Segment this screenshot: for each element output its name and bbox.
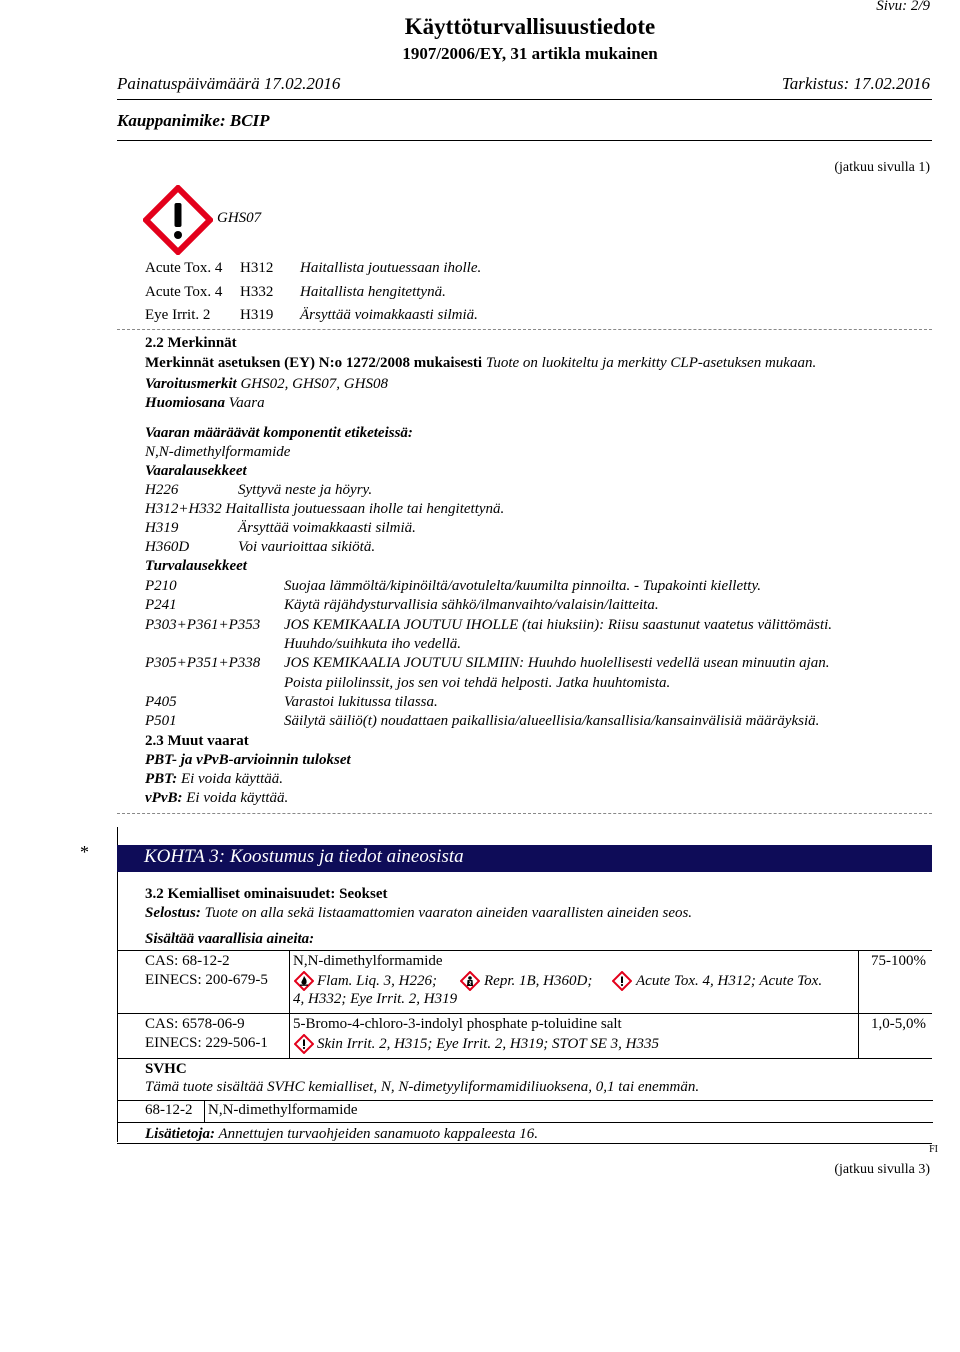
p-text: Varastoi lukitussa tilassa. bbox=[284, 694, 438, 710]
concentration: 1,0-5,0% bbox=[871, 1016, 926, 1032]
p-statements-label: Turvalausekkeet bbox=[145, 558, 247, 574]
vpvb-label: vPvB: bbox=[145, 790, 183, 806]
p-text: Käytä räjähdysturvallisia sähkö/ilmanvaihto/valaisin/laitteita. bbox=[284, 597, 659, 613]
signal-word-label: Huomiosana bbox=[145, 395, 226, 411]
hazard-class: Eye Irrit. 2 bbox=[145, 307, 211, 323]
hazard-code: H319 bbox=[240, 307, 274, 323]
regulation-line bbox=[145, 355, 816, 372]
p-code: P305+P351+P338 bbox=[145, 655, 261, 671]
section-3-2-heading: 3.2 Kemialliset ominaisuudet: Seokset bbox=[145, 886, 388, 902]
hazard-class: Acute Tox. 4 bbox=[145, 284, 223, 300]
footer-rule bbox=[117, 1143, 932, 1144]
hazard-class: Acute Tox. 4 bbox=[145, 260, 223, 276]
component-name: N,N-dimethylformamide bbox=[145, 444, 291, 460]
ghs07-exclamation-icon bbox=[143, 185, 213, 255]
additional-info-label: Lisätietoja: bbox=[145, 1126, 215, 1142]
pbt-heading: PBT- ja vPvB-arvioinnin tulokset bbox=[145, 752, 351, 768]
vpvb-text: Ei voida käyttää. bbox=[186, 790, 289, 806]
p-code: P210 bbox=[145, 578, 177, 594]
vpvb-line bbox=[145, 790, 288, 807]
classification-acute: Acute Tox. 4, H312; Acute Tox. bbox=[636, 973, 823, 989]
classification-flam: Flam. Liq. 3, H226; bbox=[317, 973, 437, 989]
h-code: H360D bbox=[145, 539, 190, 555]
section-3-banner bbox=[117, 845, 932, 872]
h-statements-label: Vaaralausekkeet bbox=[145, 463, 247, 479]
concentration: 75-100% bbox=[871, 953, 926, 969]
ghs07-exclamation-icon bbox=[294, 1034, 314, 1054]
pbt-text: Ei voida käyttää. bbox=[180, 771, 284, 787]
h-code: H312+H332 Haitallista joutuessaan iholle tai hengitettynä. bbox=[145, 501, 505, 517]
signal-word-line bbox=[145, 395, 265, 412]
signal-word-text: Vaara bbox=[228, 395, 265, 411]
ghs02-flame-icon bbox=[294, 971, 314, 991]
pictograms-line bbox=[145, 376, 388, 393]
svhc-table-divider bbox=[204, 1100, 205, 1122]
p-text-continued: Poista piilolinssit, jos sen voi tehdä helposti. Jatka huuhtomista. bbox=[284, 675, 671, 691]
p-code: P303+P361+P353 bbox=[145, 617, 261, 633]
substance-name: 5-Bromo-4-chloro-3-indolyl phosphate p-toluidine salt bbox=[293, 1016, 622, 1032]
section-divider bbox=[117, 813, 932, 814]
table-rule bbox=[117, 1058, 932, 1059]
classification-repr: Repr. 1B, H360D; bbox=[484, 973, 593, 989]
p-code: P241 bbox=[145, 597, 177, 613]
ghs07-label: GHS07 bbox=[217, 210, 262, 226]
h-code: H226 bbox=[145, 482, 179, 498]
table-col-divider bbox=[289, 950, 290, 1058]
p-code: P501 bbox=[145, 713, 177, 729]
hazard-code: H332 bbox=[240, 284, 274, 300]
page-number: Sivu: 2/9 bbox=[876, 0, 930, 14]
cas-number: CAS: 6578-06-9 bbox=[145, 1016, 245, 1032]
section-2-2-heading: 2.2 Merkinnät bbox=[145, 335, 237, 351]
h-text: Syttyvä neste ja höyry. bbox=[238, 482, 373, 498]
continued-to: (jatkuu sivulla 3) bbox=[834, 1162, 930, 1177]
hazard-text: Ärsyttää voimakkaasti silmiä. bbox=[300, 307, 478, 323]
section-3-title: KOHTA 3: Koostumus ja tiedot aineosista bbox=[144, 846, 464, 867]
description-text: Tuote on alla sekä listaamattomien vaaraton aineiden vaarallisten aineiden seos. bbox=[204, 905, 693, 921]
einecs-number: EINECS: 200-679-5 bbox=[145, 972, 268, 988]
p-text-continued: Huuhdo/suihkuta iho vedellä. bbox=[284, 636, 462, 652]
svhc-text: Tämä tuote sisältää SVHC kemialliset, N, N-dimetyyliformamidiliuoksena, 0,1 tai enemmän. bbox=[145, 1079, 700, 1095]
svhc-table-rule bbox=[117, 1100, 933, 1101]
table-col-divider bbox=[858, 950, 859, 1058]
einecs-number: EINECS: 229-506-1 bbox=[145, 1035, 268, 1051]
contains-label: Sisältää vaarallisia aineita: bbox=[145, 931, 315, 947]
additional-info-line bbox=[145, 1126, 538, 1143]
p-text: JOS KEMIKAALIA JOUTUU IHOLLE (tai hiuksiin): Riisu saastunut vaatetus välittömästi. bbox=[284, 617, 833, 633]
p-text: Suojaa lämmöltä/kipinöiltä/avotulelta/kuumilta pinnoilta. - Tupakointi kielletty. bbox=[284, 578, 762, 594]
hazard-text: Haitallista hengitettynä. bbox=[300, 284, 446, 300]
svhc-table-rule bbox=[117, 1122, 933, 1123]
pbt-line bbox=[145, 771, 283, 788]
h-code: H319 bbox=[145, 520, 179, 536]
trade-name-rule bbox=[117, 140, 932, 141]
language-code: FI bbox=[929, 1144, 938, 1155]
pictograms-text: GHS02, GHS07, GHS08 bbox=[240, 376, 388, 392]
header-rule bbox=[117, 99, 932, 100]
svhc-cas: 68-12-2 bbox=[145, 1102, 193, 1118]
hazard-text: Haitallista joutuessaan iholle. bbox=[300, 260, 482, 276]
classification-continued: 4, H332; Eye Irrit. 2, H319 bbox=[293, 991, 458, 1007]
svhc-label: SVHC bbox=[145, 1061, 187, 1077]
p-text: JOS KEMIKAALIA JOUTUU SILMIIN: Huuhdo huolellisesti vedellä usean minuutin ajan. bbox=[284, 655, 830, 671]
section-divider bbox=[117, 329, 932, 330]
table-rule bbox=[117, 950, 932, 951]
h-text: Voi vaurioittaa sikiötä. bbox=[238, 539, 376, 555]
p-code: P405 bbox=[145, 694, 177, 710]
description-label: Selostus: bbox=[145, 905, 201, 921]
ghs07-exclamation-icon bbox=[612, 971, 632, 991]
description-line bbox=[145, 905, 692, 922]
change-marker: * bbox=[80, 842, 89, 862]
additional-info-text: Annettujen turvaohjeiden sanamuoto kappaleesta 16. bbox=[218, 1126, 539, 1142]
hazard-code: H312 bbox=[240, 260, 274, 276]
continued-from: (jatkuu sivulla 1) bbox=[834, 160, 930, 175]
h-text: Ärsyttää voimakkaasti silmiä. bbox=[238, 520, 416, 536]
doc-title: Käyttöturvallisuustiedote bbox=[404, 14, 656, 39]
cas-number: CAS: 68-12-2 bbox=[145, 953, 230, 969]
substance-name: N,N-dimethylformamide bbox=[293, 953, 443, 969]
regulation-label: Merkinnät asetuksen (EY) N:o 1272/2008 mukaisesti bbox=[145, 355, 483, 371]
doc-subtitle: 1907/2006/EY, 31 artikla mukainen bbox=[402, 44, 658, 63]
pictograms-label: Varoitusmerkit bbox=[145, 376, 237, 392]
components-label: Vaaran määräävät komponentit etiketeissä: bbox=[145, 425, 413, 441]
print-date: Painatuspäivämäärä 17.02.2016 bbox=[117, 74, 341, 93]
p-text: Säilytä säiliö(t) noudattaen paikallisia/alueellisia/kansallisia/kansainvälisiä määräyksiä. bbox=[284, 713, 820, 729]
table-rule bbox=[117, 1013, 932, 1014]
section-3-left-border bbox=[117, 827, 118, 1142]
section-2-3-heading: 2.3 Muut vaarat bbox=[145, 733, 249, 749]
trade-name: Kauppanimike: BCIP bbox=[117, 111, 270, 130]
pbt-label: PBT: bbox=[145, 771, 178, 787]
regulation-text: Tuote on luokiteltu ja merkitty CLP-asetuksen mukaan. bbox=[485, 355, 817, 371]
classification-skin: Skin Irrit. 2, H315; Eye Irrit. 2, H319; STOT SE 3, H335 bbox=[317, 1036, 659, 1052]
svhc-name: N,N-dimethylformamide bbox=[208, 1102, 358, 1118]
ghs08-health-hazard-icon bbox=[460, 971, 480, 991]
revision-date: Tarkistus: 17.02.2016 bbox=[781, 74, 930, 93]
